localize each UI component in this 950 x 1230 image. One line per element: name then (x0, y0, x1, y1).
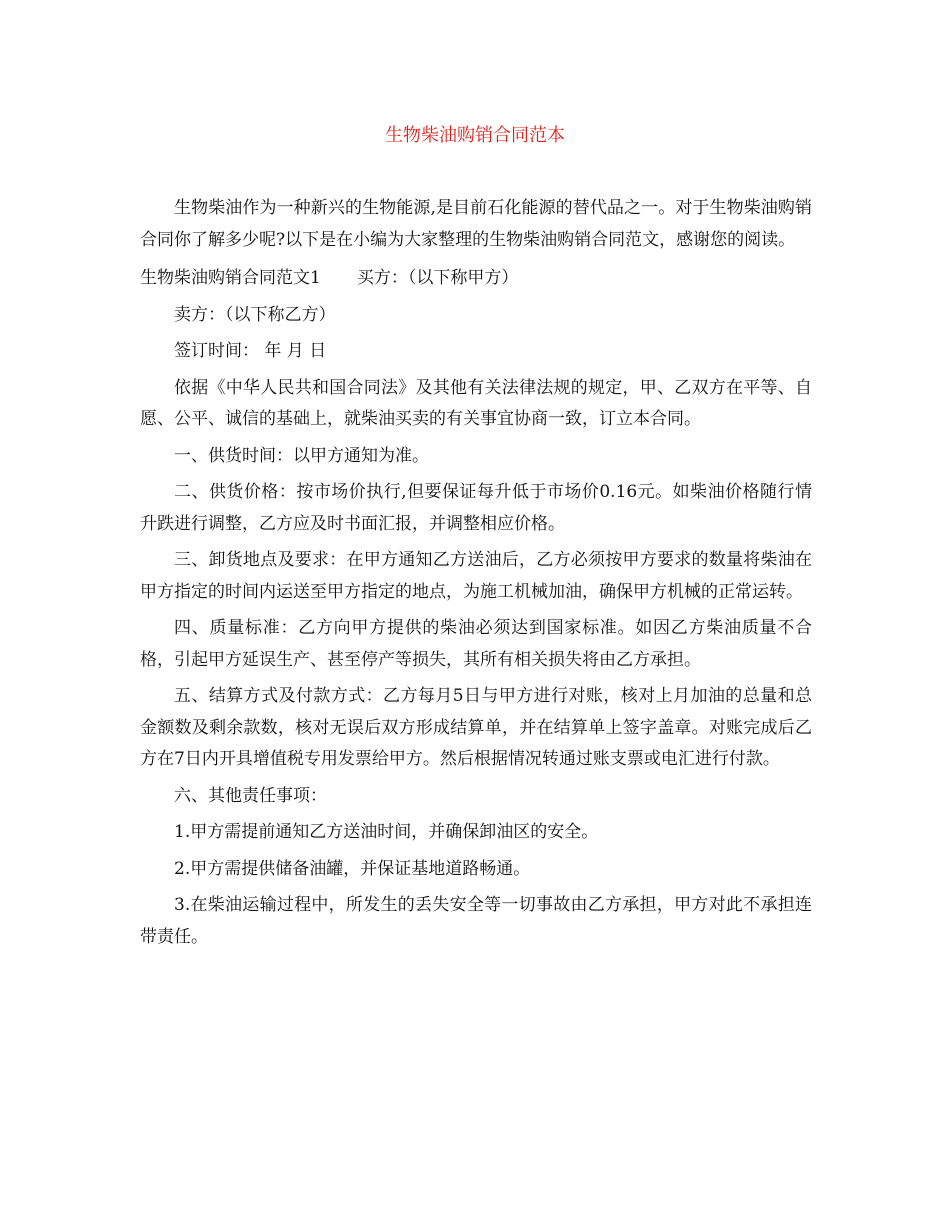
sub-item-3: 3.在柴油运输过程中，所发生的丢失安全等一切事故由乙方承担，甲方对此不承担连带责任。 (140, 895, 812, 947)
sign-date-line: 签订时间： 年 月 日 (174, 341, 327, 361)
clause-other-duties: 六、其他责任事项： (174, 785, 327, 806)
section-heading: 生物柴油购销合同范文1 (140, 268, 321, 288)
sub-item-2: 2.甲方需提供储备油罐，并保证基地道路畅通。 (174, 858, 531, 879)
document-body (140, 193, 812, 958)
clause-quality: 四、质量标准：乙方向甲方提供的柴油必须达到国家标准。如因乙方柴油质量不合格，引起甲方延误生产、甚至停产等损失，其所有相关损失将由乙方承担。 (140, 618, 812, 670)
buyer-line: 买方：（以下称甲方） (356, 268, 519, 288)
preamble-paragraph: 依据《中华人民共和国合同法》及其他有关法律法规的规定，甲、乙双方在平等、自愿、公平、诚信的基础上，就柴油买卖的有关事宜协商一致，订立本合同。 (140, 377, 812, 429)
contract-heading-line (140, 263, 812, 295)
clause-supply-time: 一、供货时间：以甲方通知为准。 (174, 445, 429, 466)
intro-paragraph: 生物柴油作为一种新兴的生物能源,是目前石化能源的替代品之一。对于生物柴油购销合同你了解多少呢?以下是在小编为大家整理的生物柴油购销合同范文，感谢您的阅读。 (140, 198, 812, 250)
clause-unloading: 三、卸货地点及要求：在甲方通知乙方送油后，乙方必须按甲方要求的数量将柴油在甲方指定的时间内运送至甲方指定的地点，为施工机械加油，确保甲方机械的正常运转。 (140, 550, 812, 602)
seller-line: 卖方：（以下称乙方） (174, 304, 336, 325)
document-title: 生物柴油购销合同范本 (385, 125, 565, 146)
sub-item-1: 1.甲方需提前通知乙方送油时间，并确保卸油区的安全。 (174, 822, 599, 842)
clause-settlement: 五、结算方式及付款方式：乙方每月5日与甲方进行对账，核对上月加油的总量和总金额数及剩余款数，核对无误后双方形成结算单，并在结算单上签字盖章。对账完成后乙方在7日内开具增值税专用发票给甲方。然后根据情况转通过账支票或电汇进行付款。 (140, 686, 812, 769)
clause-supply-price: 二、供货价格：按市场价执行,但要保证每升低于市场价0.16元。如柴油价格随行情升跌进行调整，乙方应及时书面汇报，并调整相应价格。 (140, 482, 812, 534)
